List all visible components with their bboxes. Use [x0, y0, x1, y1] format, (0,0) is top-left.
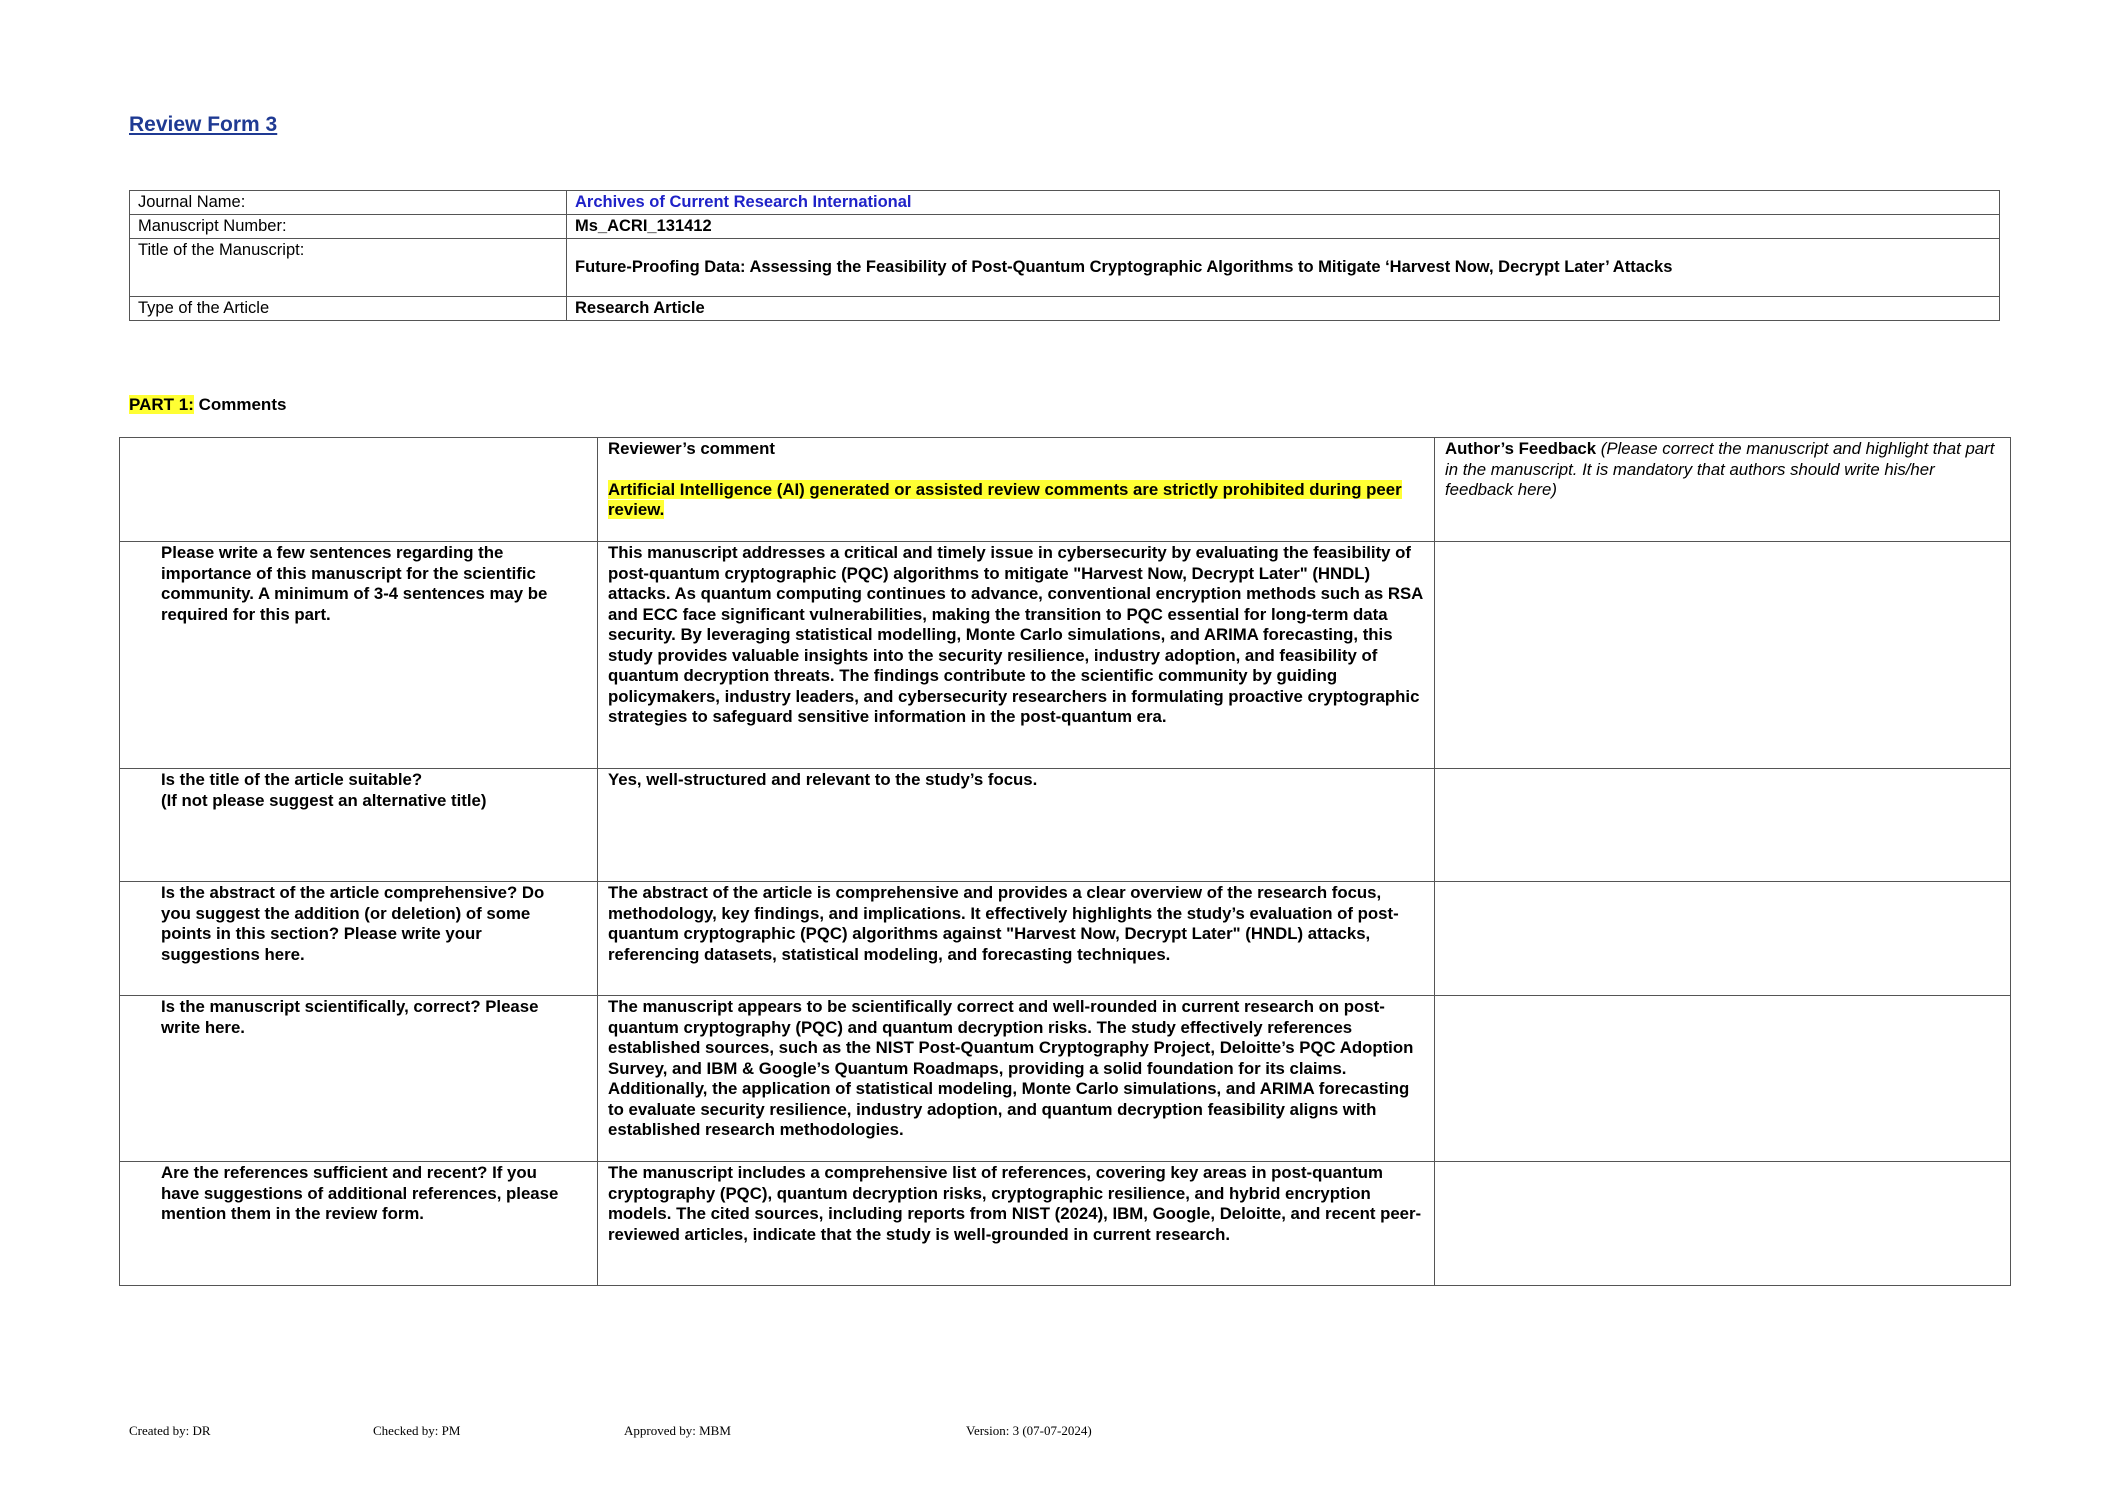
question-references: Are the references sufficient and recent? If you have suggestions of additional references, please mention them in the review form.: [120, 1162, 598, 1286]
reviewer-comment-scientific: The manuscript appears to be scientifically correct and well-rounded in current research on post-quantum cryptography (PQC) and quantum decryption risks. The study effectively references established sources, such as the NIST Post-Quantum Cryptography Project, Deloitte’s PQC Adoption Survey, and IBM & Google’s Quantum Roadmaps, providing a solid foundation for its claims. Additionally, the application of statistical modeling, Monte Carlo simulations, and ARIMA forecasting to evaluate security resilience, industry adoption, and quantum decryption feasibility aligns with established research methodologies.: [598, 996, 1435, 1162]
form-title: Review Form 3: [129, 113, 278, 136]
table-row: [120, 542, 2011, 769]
table-row: [120, 769, 2011, 882]
author-header-cell: [1435, 438, 2011, 542]
comments-table: [119, 437, 2011, 1286]
reviewer-comment-title: Yes, well-structured and relevant to the study’s focus.: [598, 769, 1435, 882]
question-abstract: Is the abstract of the article comprehensive? Do you suggest the addition (or deletion) of some points in this section? Please write your suggestions here.: [120, 882, 598, 996]
reviewer-header-cell: [598, 438, 1435, 542]
comments-header-row: [120, 438, 2011, 542]
author-feedback-cell[interactable]: [1435, 542, 2011, 769]
article-type-label: Type of the Article: [130, 297, 567, 321]
manuscript-number-value: Ms_ACRI_131412: [567, 215, 2000, 239]
reviewer-comment-title: Reviewer’s comment: [608, 439, 775, 458]
reviewer-comment-references: The manuscript includes a comprehensive list of references, covering key areas in post-quantum cryptography (PQC), quantum decryption risks, cryptographic resilience, and hybrid encryption models. The cited sources, including reports from NIST (2024), IBM, Google, Deloitte, and recent peer-reviewed articles, indicate that the study is well-grounded in current research.: [598, 1162, 1435, 1286]
part-label: PART 1:: [129, 395, 194, 414]
footer-created: Created by: DR: [129, 1423, 211, 1438]
author-feedback-cell[interactable]: [1435, 996, 2011, 1162]
reviewer-comment-abstract: The abstract of the article is comprehensive and provides a clear overview of the research focus, methodology, key findings, and implications. It effectively highlights the study’s evaluation of post-quantum cryptographic (PQC) algorithms against "Harvest Now, Decrypt Later" (HNDL) attacks, referencing datasets, statistical modeling, and forecasting techniques.: [598, 882, 1435, 996]
question-scientific: Is the manuscript scientifically, correct? Please write here.: [120, 996, 598, 1162]
author-feedback-title: Author’s Feedback: [1445, 439, 1597, 458]
manuscript-number-label: Manuscript Number:: [130, 215, 567, 239]
part-heading: [129, 395, 286, 415]
table-row: [120, 996, 2011, 1162]
author-feedback-cell[interactable]: [1435, 769, 2011, 882]
article-type-row: [130, 297, 2000, 321]
footer-checked: Checked by: PM: [373, 1423, 461, 1438]
journal-label: Journal Name:: [130, 191, 567, 215]
part-title: Comments: [193, 395, 287, 414]
author-feedback-cell[interactable]: [1435, 882, 2011, 996]
table-row: [120, 1162, 2011, 1286]
header-empty-cell: [120, 438, 598, 542]
manuscript-title-label: Title of the Manuscript:: [130, 239, 567, 297]
question-title: Is the title of the article suitable? (If not please suggest an alternative title): [120, 769, 598, 882]
manuscript-title-row: [130, 239, 2000, 297]
manuscript-number-row: [130, 215, 2000, 239]
journal-row: [130, 191, 2000, 215]
table-row: [120, 882, 2011, 996]
manuscript-title-value: Future-Proofing Data: Assessing the Feasibility of Post-Quantum Cryptographic Algorithms to Mitigate ‘Harvest Now, Decrypt Later’ Attacks: [567, 239, 2000, 297]
footer-version: Version: 3 (07-07-2024): [966, 1423, 1092, 1438]
manuscript-info-table: [129, 190, 2000, 321]
footer-approved: Approved by: MBM: [624, 1423, 731, 1438]
article-type-value: Research Article: [567, 297, 2000, 321]
author-feedback-cell[interactable]: [1435, 1162, 2011, 1286]
author-feedback-note: (Please correct the manuscript and highlight that part in the manuscript. It is mandatory that authors should write his/her feedback here): [1445, 439, 1995, 499]
journal-value: Archives of Current Research International: [567, 191, 2000, 215]
reviewer-comment-importance: This manuscript addresses a critical and timely issue in cybersecurity by evaluating the feasibility of post-quantum cryptographic (PQC) algorithms to mitigate "Harvest Now, Decrypt Later" (HNDL) attacks. As quantum computing continues to advance, conventional encryption methods such as RSA and ECC face significant vulnerabilities, making the transition to PQC essential for long-term data security. By leveraging statistical modelling, Monte Carlo simulations, and ARIMA forecasting, this study provides valuable insights into the security resilience, industry adoption, and feasibility of quantum decryption threats. The findings contribute to the scientific community by guiding policymakers, industry leaders, and cybersecurity researchers in formulating proactive cryptographic strategies to safeguard sensitive information in the post-quantum era.: [598, 542, 1435, 769]
ai-notice: Artificial Intelligence (AI) generated or assisted review comments are strictly prohibited during peer review.: [608, 479, 1402, 519]
question-importance: Please write a few sentences regarding the importance of this manuscript for the scientific community. A minimum of 3-4 sentences may be required for this part.: [120, 542, 598, 769]
